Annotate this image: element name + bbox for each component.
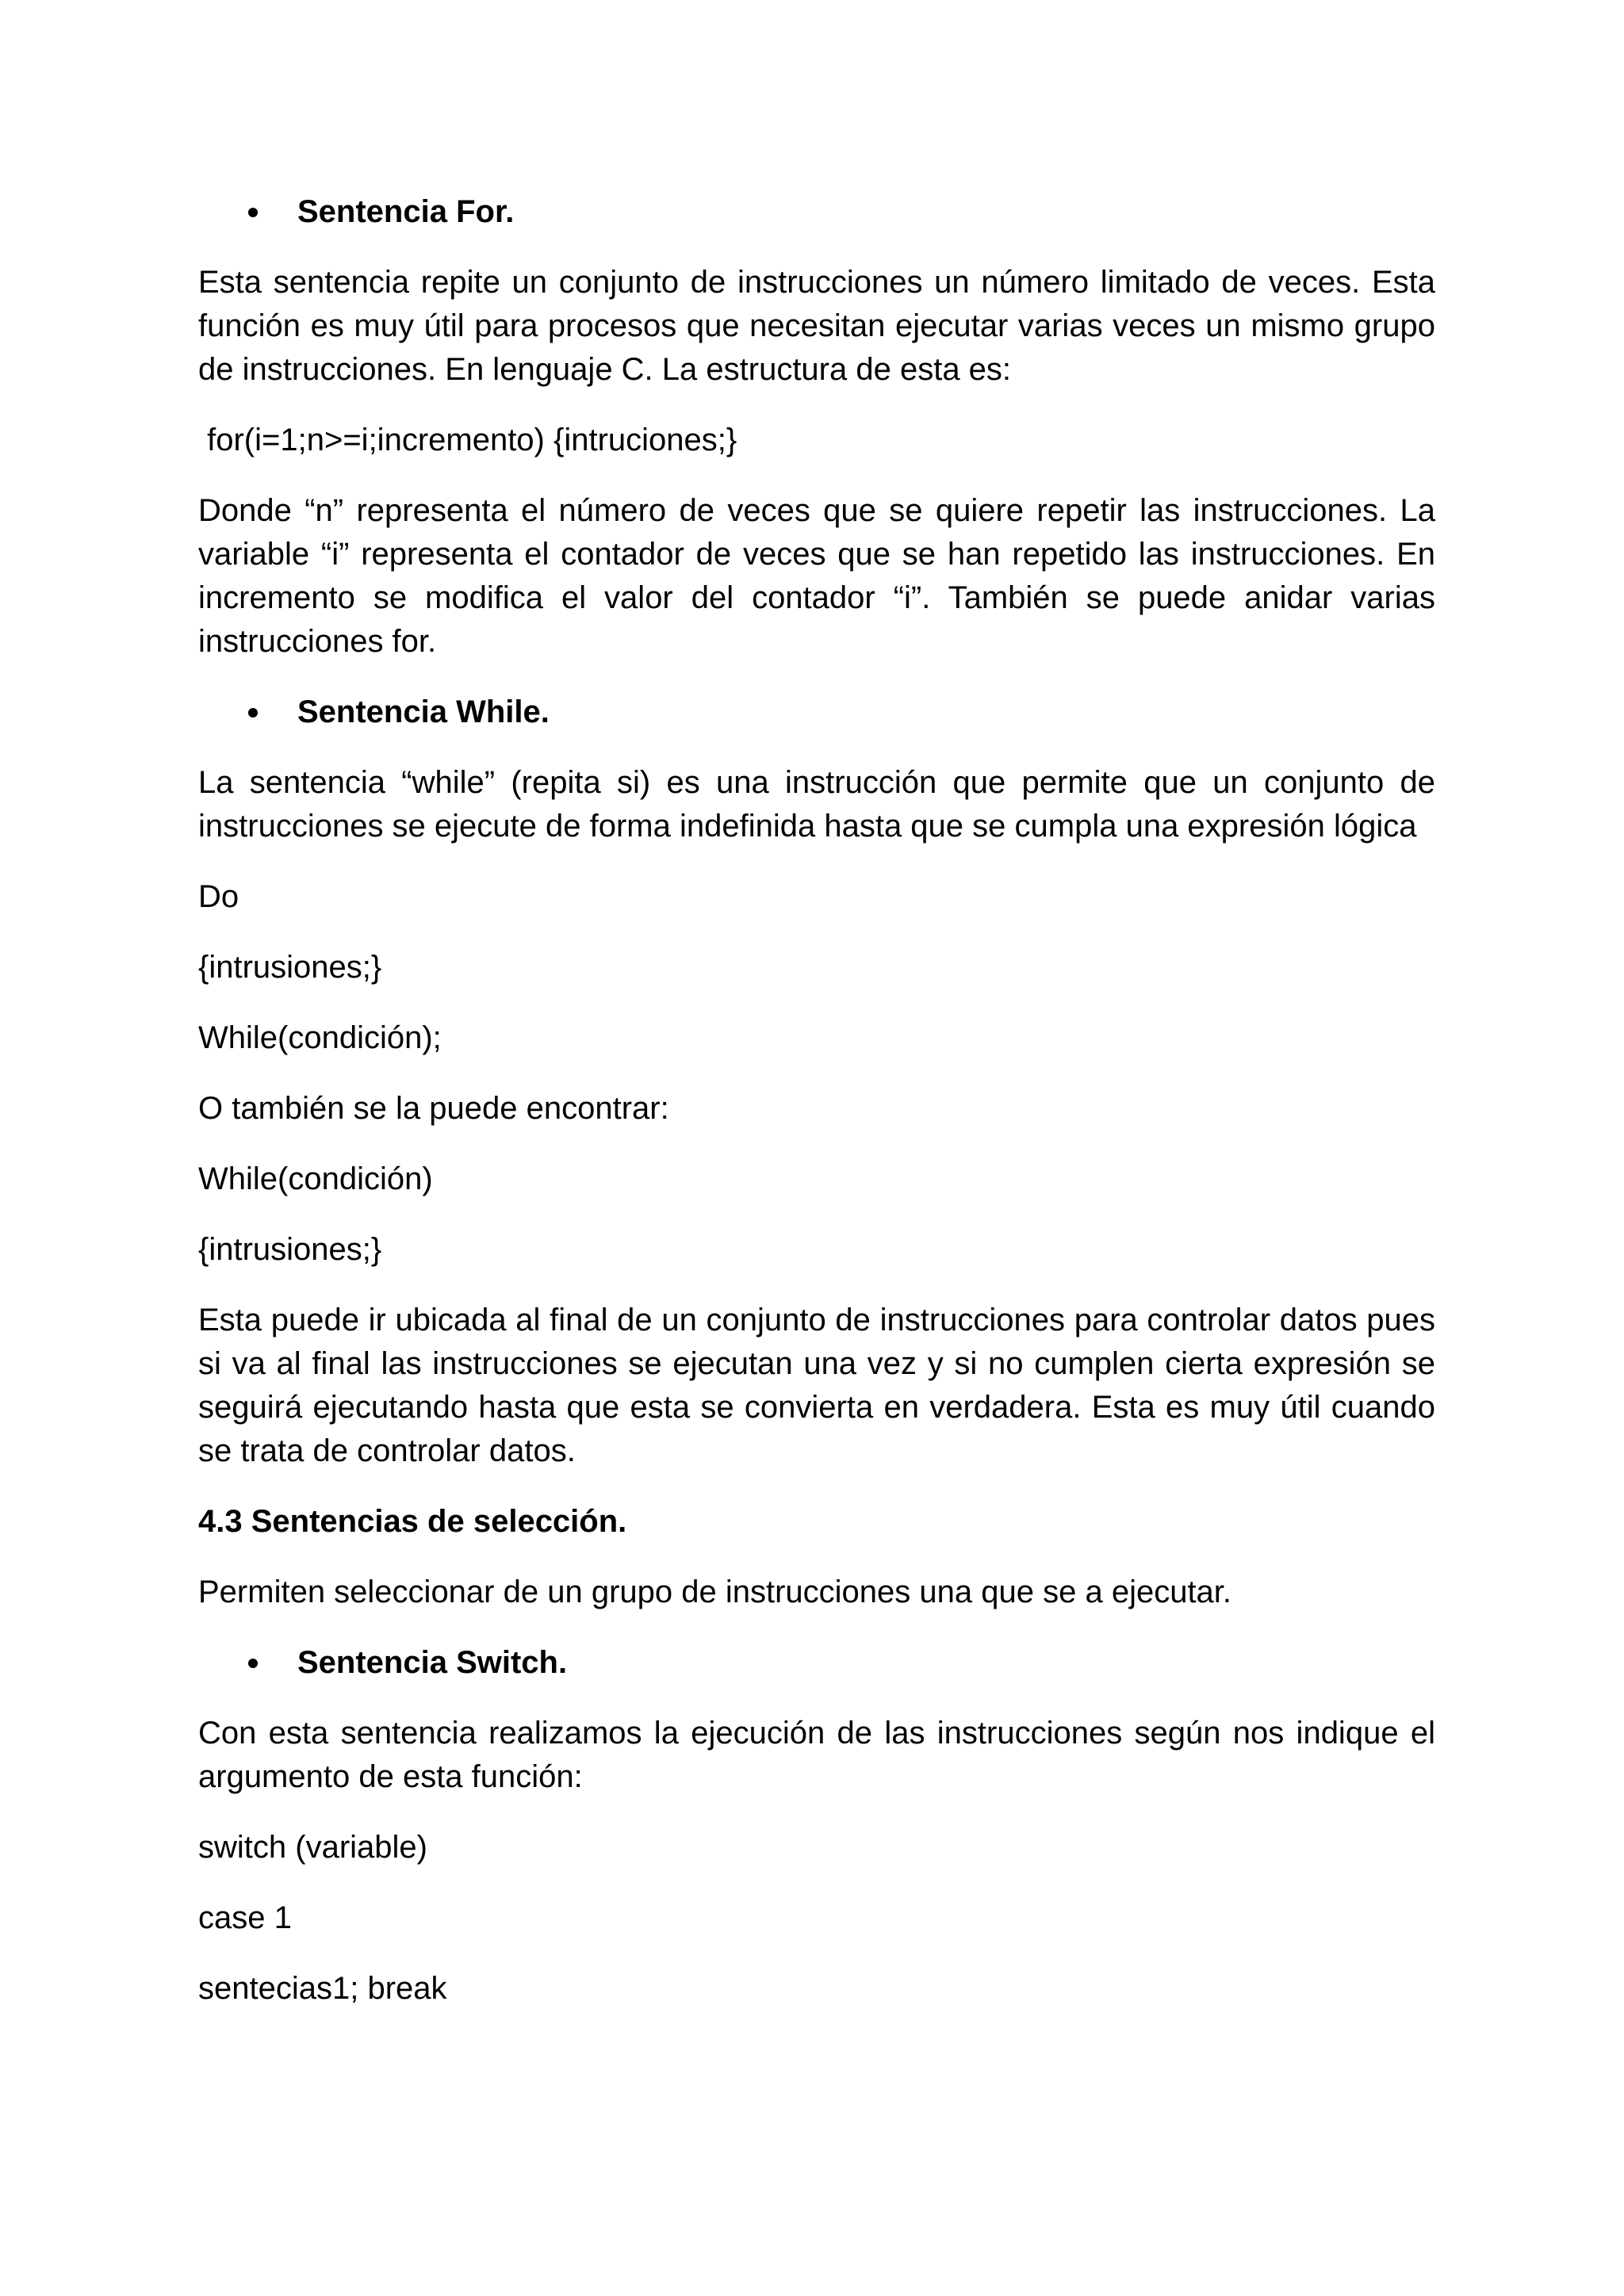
document-body [198, 190, 1435, 2038]
paragraph-while-description: La sentencia “while” (repita si) es una instrucción que permite que un conjunto de instrucciones se ejecute de forma indefinida hasta que se cumpla una expresión lógica [198, 765, 1435, 844]
paragraph-for-explanation: Donde “n” representa el número de veces que se quiere repetir las instrucciones. La variable “i” representa el contador de veces que se han repetido las instrucciones. En incremento se modifica el valor del contador “i”. También se puede anidar varias instrucciones for. [198, 493, 1435, 659]
heading-text: Sentencia Switch. [297, 1645, 568, 1680]
code-line-while-condition: While(condición); [198, 1020, 442, 1055]
paragraph-while-explanation: Esta puede ir ubicada al final de un conjunto de instrucciones para controlar datos pues si va al final las instrucciones se ejecutan una vez y si no cumplen cierta expresión se seguirá ejecutando hasta que esta se convierta en verdadera. Esta es muy útil cuando se trata de controlar datos. [198, 1303, 1435, 1468]
section-heading-for [198, 190, 1435, 234]
section-heading-while [198, 691, 1435, 734]
text-line-alternative: O también se la puede encontrar: [198, 1091, 669, 1126]
code-line-instructions-alt: {intrusiones;} [198, 1232, 382, 1267]
paragraph-selection-description: Permiten seleccionar de un grupo de instrucciones una que se a ejecutar. [198, 1575, 1232, 1609]
section-heading-switch [198, 1641, 1435, 1685]
paragraph-for-description: Esta sentencia repite un conjunto de instrucciones un número limitado de veces. Esta función es muy útil para procesos que necesitan ejecutar varias veces un mismo grupo de instrucciones. En lenguaje C. La estructura de esta es: [198, 265, 1435, 387]
code-line-while-condition-alt: While(condición) [198, 1161, 433, 1196]
bullet-icon [248, 1659, 258, 1668]
code-line-for: for(i=1;n>=i;incremento) {intruciones;} [198, 423, 737, 457]
paragraph-switch-description: Con esta sentencia realizamos la ejecución de las instrucciones según nos indique el argumento de esta función: [198, 1716, 1435, 1794]
code-line-do: Do [198, 879, 239, 914]
bullet-icon [248, 208, 258, 217]
code-line-switch: switch (variable) [198, 1830, 427, 1865]
heading-text: Sentencia For. [297, 194, 515, 229]
heading-text: Sentencia While. [297, 695, 550, 729]
code-line-break: sentecias1; break [198, 1971, 447, 2006]
bullet-icon [248, 708, 258, 718]
code-line-instructions: {intrusiones;} [198, 950, 382, 985]
section-heading-selection: 4.3 Sentencias de selección. [198, 1504, 627, 1539]
code-line-case: case 1 [198, 1900, 292, 1935]
